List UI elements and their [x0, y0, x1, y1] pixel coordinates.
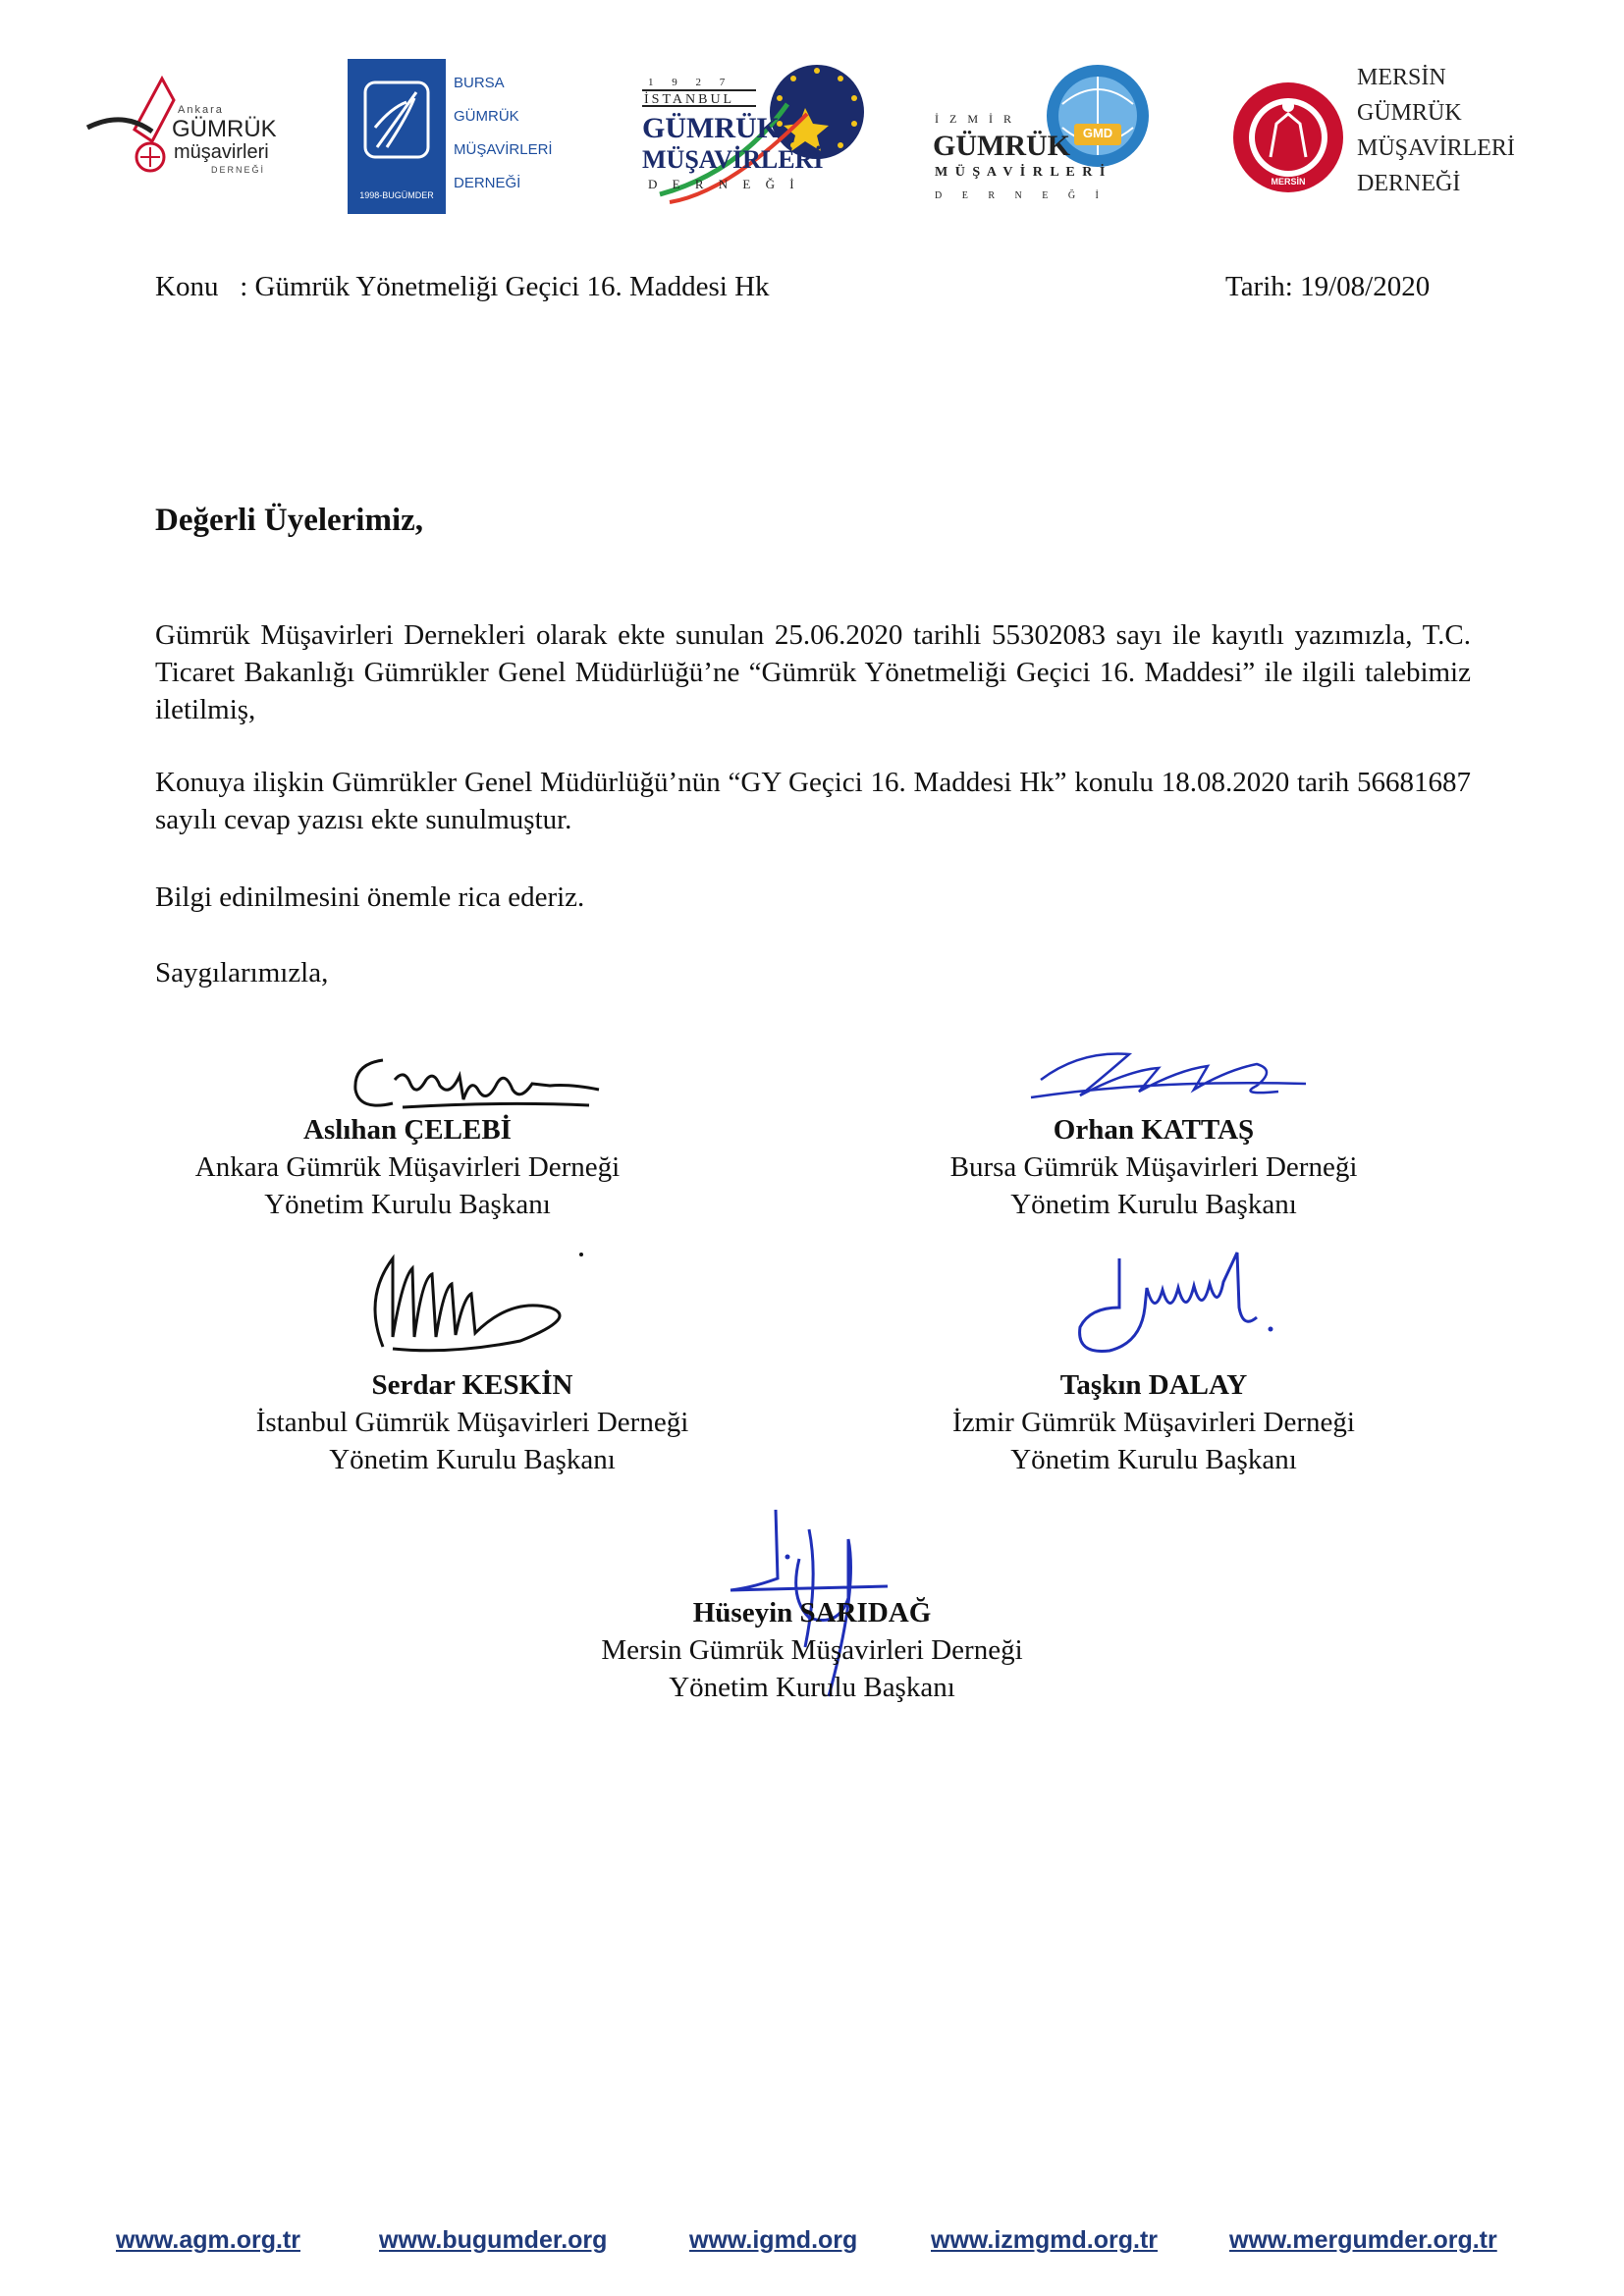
closing: Saygılarımızla, — [155, 957, 329, 988]
bursa-logo-box — [348, 59, 446, 214]
signature-celebi-icon — [344, 1041, 619, 1119]
paragraph-1: Gümrük Müşavirleri Dernekleri olarak ekte sunulan 25.06.2020 tarihli 55302083 sayı ile kayıtlı yazımızla, T.C. Ticaret Bakanlığı Gümrükler Genel Müdürlüğü’ne “Gümrük Yönetmeliği Geçici 16. Maddesi” ile ilgili talebimiz iletilmiş, — [155, 619, 1471, 725]
izmir-logo — [933, 55, 1159, 222]
signature-kattas-icon — [1021, 1041, 1316, 1119]
signatory-block-3 — [212, 1366, 732, 1478]
izmir-logo-big: GÜMRÜK — [933, 130, 1070, 162]
istanbul-logo-city: İSTANBUL — [644, 92, 735, 107]
footer-link-izmgmd[interactable]: www.izmgmd.org.tr — [931, 2226, 1159, 2254]
signature-dalay-icon — [1051, 1239, 1286, 1366]
istanbul-logo-big-1: GÜMRÜK — [642, 112, 780, 144]
salutation: Değerli Üyelerimiz, — [155, 503, 424, 538]
signatory-title: Yönetim Kurulu Başkanı — [1010, 1444, 1297, 1475]
signatory-name: Hüseyin SARIDAĞ — [692, 1597, 932, 1629]
istanbul-logo — [640, 55, 866, 212]
signatory-org: Ankara Gümrük Müşavirleri Derneği — [194, 1151, 621, 1183]
mersin-emblem-icon — [1231, 59, 1345, 216]
bursa-logo-line-3: MÜŞAVİRLERİ — [454, 141, 553, 158]
mersin-logo-line-3: MÜŞAVİRLERİ — [1357, 135, 1515, 161]
signatory-org: Bursa Gümrük Müşavirleri Derneği — [949, 1151, 1358, 1183]
ankara-logo-tiny: DERNEĞİ — [211, 165, 266, 175]
signatory-block-5 — [552, 1594, 1072, 1706]
ankara-logo-sub: müşavirleri — [174, 141, 269, 163]
paragraph-3: Bilgi edinilmesini önemle rica ederiz. — [155, 881, 585, 913]
izmir-logo-city: İ Z M İ R — [935, 112, 1015, 126]
footer-link-agm[interactable]: www.agm.org.tr — [116, 2226, 300, 2254]
istanbul-logo-big-2: MÜŞAVİRLERİ — [642, 145, 824, 174]
footer-link-igmd[interactable]: www.igmd.org — [689, 2226, 858, 2254]
signatory-org: Mersin Gümrük Müşavirleri Derneği — [601, 1634, 1023, 1666]
signature-keskin-icon — [353, 1239, 589, 1366]
signatory-name: Taşkın DALAY — [1059, 1369, 1248, 1401]
signatory-block-2 — [893, 1111, 1414, 1223]
paragraph-2: Konuya ilişkin Gümrükler Genel Müdürlüğü’nün “GY Geçici 16. Maddesi Hk” konulu 18.08.2020 tarih 56681687 sayılı cevap yazısı ekte sunulmuştur. — [155, 767, 1471, 835]
mersin-logo-line-2: GÜMRÜK — [1357, 100, 1462, 126]
signatory-name: Aslıhan ÇELEBİ — [303, 1114, 512, 1146]
signatory-title: Yönetim Kurulu Başkanı — [669, 1672, 955, 1703]
signatory-title: Yönetim Kurulu Başkanı — [264, 1189, 551, 1220]
bursa-logo-line-4: DERNEĞİ — [454, 175, 521, 191]
footer-link-bugumder[interactable]: www.bugumder.org — [379, 2226, 608, 2254]
bursa-logo-line-2: GÜMRÜK — [454, 108, 519, 125]
signatory-name: Orhan KATTAŞ — [1053, 1114, 1255, 1146]
izmir-logo-mid: M Ü Ş A V İ R L E R İ — [935, 165, 1108, 180]
bursa-emblem-icon — [348, 59, 446, 187]
izmir-logo-small: D E R N E Ğ İ — [935, 190, 1108, 201]
signatory-title: Yönetim Kurulu Başkanı — [329, 1444, 616, 1475]
mersin-logo-line-4: DERNEĞİ — [1357, 171, 1461, 196]
ankara-logo-small: Ankara — [178, 104, 224, 116]
mersin-logo — [1231, 59, 1515, 216]
signatory-org: İzmir Gümrük Müşavirleri Derneği — [952, 1407, 1355, 1438]
mersin-logo-line-1: MERSİN — [1357, 65, 1446, 90]
mersin-ring-text: MERSİN — [1271, 177, 1306, 187]
signatory-name: Serdar KESKİN — [371, 1369, 573, 1401]
subject-line: Konu : Gümrük Yönetmeliği Geçici 16. Maddesi Hk — [155, 271, 770, 302]
date-line: Tarih: 19/08/2020 — [1225, 271, 1431, 302]
footer-link-mergumder[interactable]: www.mergumder.org.tr — [1229, 2226, 1497, 2254]
ankara-logo-big: GÜMRÜK — [172, 116, 277, 142]
bursa-logo-line-1: BURSA — [454, 75, 505, 91]
istanbul-logo-small: D E R N E Ğ İ — [648, 177, 800, 191]
izmir-logo-badge: GMD — [1082, 126, 1113, 140]
bursa-logo-caption: 1998-BUGÜMDER — [359, 190, 434, 200]
ankara-logo — [83, 71, 290, 188]
signatory-title: Yönetim Kurulu Başkanı — [1010, 1189, 1297, 1220]
signatory-block-1 — [147, 1111, 668, 1223]
bursa-logo — [348, 59, 553, 216]
signatory-org: İstanbul Gümrük Müşavirleri Derneği — [255, 1407, 689, 1438]
signatory-block-4 — [893, 1366, 1414, 1478]
istanbul-logo-year: 1 9 2 7 — [648, 77, 733, 88]
